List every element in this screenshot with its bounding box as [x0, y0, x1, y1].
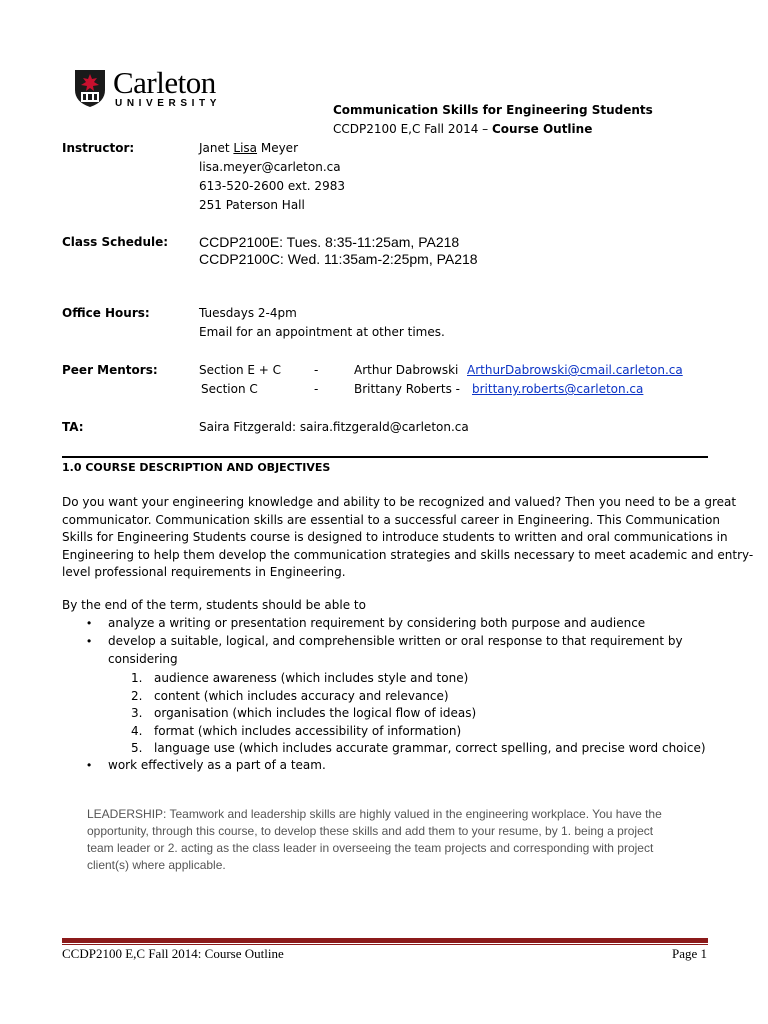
office-hours-line-1: Tuesdays 2-4pm: [199, 306, 297, 320]
instructor-last-name: Meyer: [257, 141, 298, 155]
numbered-list: [131, 670, 706, 758]
list-item: 4. format (which includes accessibility of information): [131, 723, 462, 738]
section-rule: [62, 456, 708, 458]
mentor1-email-link[interactable]: ArthurDabrowski@cmail.carleton.ca: [467, 363, 683, 377]
objectives-intro: By the end of the term, students should be able to: [62, 598, 366, 612]
objective-bullet-3: work effectively as a part of a team.: [108, 758, 326, 772]
logo-subtitle: UNIVERSITY: [115, 98, 222, 109]
mentor1-name: Arthur Dabrowski: [354, 363, 459, 377]
bullet-icon: •: [87, 634, 92, 648]
ta-label: TA:: [62, 420, 84, 434]
instructor-first-name: Janet: [199, 141, 234, 155]
paragraph-line: Skills for Engineering Students course is designed to introduce students to written and oral communications in: [62, 530, 728, 544]
list-item: 5. language use (which includes accurate grammar, correct spelling, and precise word choice): [131, 741, 706, 755]
carleton-shield-icon: [73, 68, 107, 108]
instructor-middle-name: Lisa: [233, 141, 258, 155]
list-item: 1. audience awareness (which includes style and tone): [131, 671, 469, 685]
mentor2-section: Section C: [201, 382, 258, 396]
bullet-icon: •: [87, 616, 92, 630]
course-title: Communication Skills for Engineering Students: [333, 103, 653, 117]
objective-bullet-2-cont: considering: [108, 652, 178, 666]
course-code: CCDP2100 E,C Fall 2014 –: [333, 122, 492, 136]
paragraph-line: opportunity, through this course, to develop these skills and add them to your resume, by 1. being a project: [87, 824, 654, 838]
list-item: 2. content (which includes accuracy and relevance): [131, 688, 449, 703]
schedule-label: Class Schedule:: [62, 235, 169, 249]
course-outline-label: Course Outline: [491, 122, 593, 136]
paragraph-line: communicator. Communication skills are essential to a successful career in Engineering. This Communication: [62, 512, 721, 527]
section-heading: 1.0 COURSE DESCRIPTION AND OBJECTIVES: [62, 461, 331, 474]
page-number: Page 1: [671, 946, 707, 961]
peer-mentors-label: Peer Mentors:: [62, 363, 158, 377]
footer-left: CCDP2100 E,C Fall 2014: Course Outline: [62, 946, 284, 961]
paragraph-line: Engineering to help them develop the communication strategies and skills necessary to meet academic and entry-: [62, 547, 754, 562]
mentor1-section: Section E + C: [199, 363, 282, 377]
instructor-name: [199, 141, 298, 155]
paragraph-line: level professional requirements in Engineering.: [62, 565, 346, 579]
mentor2-dash: -: [314, 382, 319, 396]
paragraph-line: client(s) where applicable.: [87, 858, 226, 872]
description-paragraph: [62, 494, 753, 582]
leadership-paragraph: [87, 806, 662, 874]
mentor1-dash: -: [314, 363, 319, 377]
objective-bullet-1: analyze a writing or presentation requirement by considering both purpose and audience: [108, 616, 646, 630]
instructor-phone: 613-520-2600 ext. 2983: [199, 179, 345, 193]
schedule-line-1: CCDP2100E: Tues. 8:35-11:25am, PA218: [199, 234, 460, 250]
office-hours-label: Office Hours:: [62, 306, 150, 320]
ta-value: Saira Fitzgerald: saira.fitzgerald@carleton.ca: [199, 420, 469, 434]
paragraph-line: team leader or 2. acting as the class leader in overseeing the team projects and corresponding with project: [87, 841, 654, 855]
mentor2-name: Brittany Roberts -: [354, 382, 460, 396]
schedule-line-2: CCDP2100C: Wed. 11:35am-2:25pm, PA218: [199, 251, 478, 267]
list-item: 3. organisation (which includes the logical flow of ideas): [131, 706, 477, 720]
instructor-email: lisa.meyer@carleton.ca: [199, 160, 341, 174]
footer-rule-thin: [62, 944, 708, 945]
logo-name: Carleton: [113, 65, 216, 100]
bullet-icon: •: [87, 758, 92, 772]
instructor-office: 251 Paterson Hall: [199, 198, 305, 212]
paragraph-line: Do you want your engineering knowledge and ability to be recognized and valued? Then you need to be a great: [62, 495, 737, 509]
instructor-label: Instructor:: [62, 141, 135, 155]
objective-bullet-2: develop a suitable, logical, and comprehensible written or oral response to that requirement by: [108, 634, 683, 648]
paragraph-line: LEADERSHIP: Teamwork and leadership skills are highly valued in the engineering workplace. You have the: [87, 807, 662, 821]
mentor2-email-link[interactable]: brittany.roberts@carleton.ca: [472, 382, 644, 396]
course-code-line: [333, 122, 592, 136]
office-hours-line-2: Email for an appointment at other times.: [199, 325, 445, 339]
university-logo: [73, 65, 243, 114]
footer-rule: [62, 938, 708, 943]
